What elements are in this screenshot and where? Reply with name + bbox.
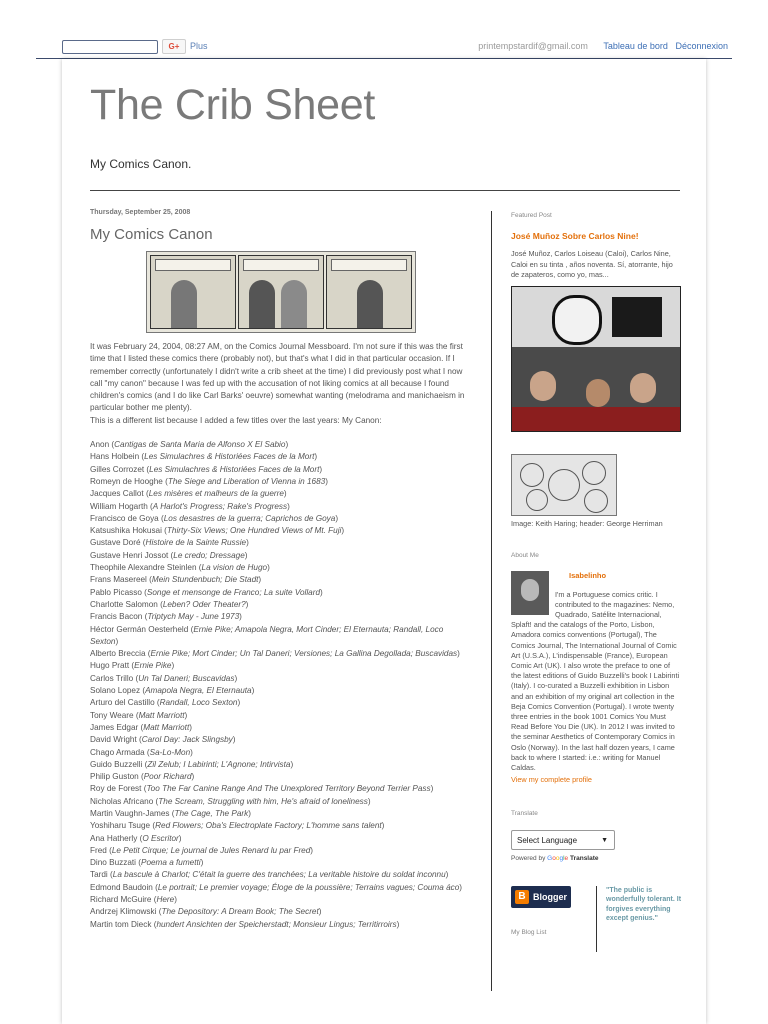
canon-author: David Wright (90, 735, 137, 745)
blogger-navbar (0, 0, 768, 58)
canon-author: Francis Bacon (90, 612, 143, 622)
canon-author: Katsushika Hokusai (90, 526, 162, 536)
canon-author: Romeyn de Hooghe (90, 476, 163, 486)
canon-author: Gilles Corrozet (90, 464, 145, 474)
profile-avatar[interactable] (511, 571, 549, 615)
canon-works: Matt Marriott (143, 722, 190, 732)
canon-entry: Anon (Cantigas de Santa Maria de Alfonso X El Sabio) (90, 440, 289, 450)
canon-author: Martin Vaughn-James (90, 808, 170, 818)
language-select[interactable] (511, 830, 615, 850)
powered-by-google (511, 854, 681, 864)
profile-name[interactable]: Isabelinho (569, 571, 607, 581)
canon-works: Les Simulachres & Historiées Faces de la Mort (144, 452, 315, 462)
about-text: I'm a Portuguese comics critic. I contributed to the magazines: Nemo, Quadrado, Satélite Internacional, Splaft! and the catalogs of the Porto, Lisbon, Amadora comics conventions (Portugal), The Comics Journal, The International Journal of Comic Art (U.S.A.), L'indispensable (France), European Comic Art (UK). I also wrote the preface to one of the latest editions of Guido Buzzelli's book I Labirinti (Italy). I co-curated a Buzzelli exhibition in Lisbon and an exhibition of my original art collection in the Beja Comics Convention (Portugal). I wrote twenty three entries in the book 1001 Comics You Must Read Before You Die (UK). In 2012 I was invited to the seminar Aesthetics of Contemporary Comics in Oslo (Norway). In the last half dozen years, I came back to where I started: i.e.: writing for Manuel Caldas. (511, 589, 680, 773)
chevron-down-icon: ▼ (601, 836, 608, 844)
canon-author: Yoshiharu Tsuge (90, 821, 151, 831)
about-me-block (511, 571, 681, 785)
canon-author: Jacques Callot (90, 489, 144, 499)
canon-author: Hugo Pratt (90, 661, 130, 671)
canon-works: hundert Ansichten der Speicherstadt; Monsieur Lingus; Territirroirs (156, 919, 397, 929)
canon-entry: William Hogarth (A Harlot's Progress; Rake's Progress) (90, 501, 290, 511)
canon-entry: Yoshiharu Tsuge (Red Flowers; Oba's Electroplate Factory; L'homme sans talent) (90, 821, 385, 831)
canon-works: A Harlot's Progress; Rake's Progress (152, 501, 288, 511)
canon-author: Frans Masereel (90, 575, 147, 585)
post-intro: It was February 24, 2004, 08:27 AM, on the Comics Journal Messboard. I'm not sure if this was the first time that I listed these comics there (probably not), but that's what I did in that particular occasion. If I remember correctly (unfortunately I didn't write a crib sheet at the time) I did previously post what I now call "my canon" because I was fed up with the accusation of not liking comics at all because I found children's comics (and I do like Carl Barks' oeuvre) somewhat wanting (melodrama and manichaeism in particular bother me plenty). (90, 342, 465, 413)
featured-post-snippet: José Muñoz, Carlos Loiseau (Caloi), Carlos Nine, Caloi en su tinta , años noventa. Sí, atorrante, hijo de zapateros, como yo, mas... (511, 249, 673, 279)
google-logo: Google (547, 854, 569, 862)
canon-works: Amapola Negra, El Eternauta (145, 686, 252, 696)
canon-entry: Philip Guston (Poor Richard) (90, 772, 195, 782)
canon-list (90, 439, 470, 931)
keith-haring-image (511, 454, 617, 516)
canon-works: Le credo; Dressage (173, 550, 245, 560)
column-divider (491, 211, 492, 991)
blog-post (90, 209, 470, 931)
canon-entry: Jacques Callot (Les misères et malheurs de la guerre) (90, 489, 287, 499)
canon-entry: Ana Hatherly (O Escritor) (90, 833, 182, 843)
canon-works: Les misères et malheurs de la guerre (148, 489, 284, 499)
featured-post-heading: Featured Post (511, 212, 552, 219)
translate-heading: Translate (511, 810, 538, 818)
canon-author: Martin tom Dieck (90, 919, 152, 929)
canon-entry: Fred (Le Petit Cirque; Le journal de Jules Renard lu par Fred) (90, 845, 314, 855)
canon-works: Poor Richard (143, 772, 192, 782)
canon-author: Francisco de Goya (90, 513, 159, 523)
canon-entry: Arturo del Castillo (Randall, Loco Sexton) (90, 698, 241, 708)
comic-strip-image[interactable] (146, 251, 416, 333)
post-body (90, 341, 470, 931)
canon-author: James Edgar (90, 722, 139, 732)
canon-works: The Scream, Struggling with him, He's afraid of loneliness (158, 796, 368, 806)
canon-works: Ernie Pike (134, 661, 172, 671)
canon-works: Les Simulachres & Historiées Faces de la Mort (149, 464, 320, 474)
blog-title[interactable]: The Crib Sheet (90, 81, 376, 129)
canon-works: Cantigas de Santa Maria de Alfonso X El Sabio (114, 440, 286, 450)
canon-entry: Theophile Alexandre Steinlen (La vision de Hugo) (90, 563, 270, 573)
canon-works: Histoire de la Sainte Russie (145, 538, 247, 548)
canon-works: O Escritor (142, 833, 179, 843)
language-select-value: Select Language (517, 835, 578, 845)
canon-works: La bascule à Charlot; C'était la guerre des tranchées; La veritable histoire du soldat inconnu (112, 870, 446, 880)
canon-entry: Tardi (La bascule à Charlot; C'était la guerre des tranchées; La veritable histoire du soldat inconnu) (90, 870, 449, 880)
canon-works: Un Tal Daneri; Buscavidas (138, 673, 235, 683)
canon-entry: Andrzej Klimowski (The Depository: A Dream Book; The Secret) (90, 907, 322, 917)
canon-works: Here (156, 895, 175, 905)
canon-author: Hans Holbein (90, 452, 140, 462)
canon-works: Ernie Pike; Amapola Negra, Mort Cinder; El Eternauta; Randall, Loco Sexton (90, 624, 444, 646)
canon-author: Tony Weare (90, 710, 134, 720)
about-me-heading: About Me (511, 552, 539, 560)
canon-entry: Richard McGuire (Here) (90, 895, 177, 905)
canon-author: Philip Guston (90, 772, 139, 782)
canon-entry: Charlotte Salomon (Leben? Oder Theater?) (90, 599, 249, 609)
canon-entry: Romeyn de Hooghe (The Siege and Liberation of Vienna in 1683) (90, 476, 328, 486)
canon-author: Chago Armada (90, 747, 145, 757)
powered-by-label: Powered by (511, 854, 546, 862)
canon-author: Theophile Alexandre Steinlen (90, 563, 197, 573)
blogger-icon: B (515, 890, 529, 904)
canon-entry: Francis Bacon (Triptych May - June 1973) (90, 612, 242, 622)
canon-author: Andrzej Klimowski (90, 907, 157, 917)
canon-author: Edmond Baudoin (90, 882, 153, 892)
canon-entry: Pablo Picasso (Songe et mensonge de Franco; La suite Vollard) (90, 587, 323, 597)
view-profile-link[interactable]: View my complete profile (511, 775, 592, 785)
canon-author: Alberto Breccia (90, 649, 146, 659)
account-email: printempstardif@gmail.com (478, 41, 588, 51)
canon-works: Matt Marriott (138, 710, 185, 720)
canon-author: Dino Buzzati (90, 858, 136, 868)
comic-panel-1 (150, 255, 236, 329)
canon-works: The Depository: A Dream Book; The Secret (161, 907, 319, 917)
canon-works: Sa-Lo-Mon (149, 747, 191, 757)
featured-post-title[interactable]: José Muñoz Sobre Carlos Nine! (511, 231, 639, 242)
navbar-account-links (478, 41, 728, 51)
canon-works: The Siege and Liberation of Vienna in 1683 (167, 476, 326, 486)
canon-works: Thirty-Six Views; One Hundred Views of Mt. Fuji (166, 526, 342, 536)
canon-entry: Alberto Breccia (Ernie Pike; Mort Cinder; Un Tal Daneri; Versiones; La Gallina Degollada; Buscavidas) (90, 649, 460, 659)
canon-works: Carol Day: Jack Slingsby (141, 735, 233, 745)
translate-word[interactable]: Translate (569, 854, 599, 862)
featured-post-image[interactable] (511, 286, 681, 432)
canon-works: Poema a fumetti (140, 858, 201, 868)
canon-works: Zil Zelub; I Labirinti; L'Agnone; Intirvista (147, 759, 291, 769)
canon-author: Tardi (90, 870, 108, 880)
canon-author: Ana Hatherly (90, 833, 138, 843)
canon-works: Le Petit Cirque; Le journal de Jules Renard lu par Fred (111, 845, 311, 855)
canon-author: Arturo del Castillo (90, 698, 155, 708)
canon-works: Randall, Loco Sexton (159, 698, 238, 708)
canon-entry: Roy de Forest (Too The Far Canine Range And The Unexplored Territory Beyond Terrier Pass) (90, 784, 434, 794)
canon-author: Pablo Picasso (90, 587, 142, 597)
canon-entry: Francisco de Goya (Los desastres de la guerra; Caprichos de Goya) (90, 513, 339, 523)
canon-author: William Hogarth (90, 501, 148, 511)
canon-author: Gustave Doré (90, 538, 141, 548)
canon-entry: David Wright (Carol Day: Jack Slingsby) (90, 735, 236, 745)
post-date: Thursday, September 25, 2008 (90, 209, 191, 216)
canon-author: Gustave Henri Jossot (90, 550, 169, 560)
canon-entry: Hugo Pratt (Ernie Pike) (90, 661, 175, 671)
sidebar-quote: "The public is wonderfully tolerant. It forgives everything except genius." (606, 886, 682, 923)
navbar-search-input[interactable] (62, 40, 158, 54)
canon-entry: Solano Lopez (Amapola Negra, El Eternauta) (90, 686, 255, 696)
canon-works: Mein Stundenbuch; Die Stadt (151, 575, 259, 585)
canon-works: Leben? Oder Theater? (162, 599, 246, 609)
canon-author: Carlos Trillo (90, 673, 134, 683)
quote-divider (596, 886, 597, 952)
canon-entry: Tony Weare (Matt Marriott) (90, 710, 188, 720)
plus-link[interactable]: Plus (190, 41, 208, 51)
blogger-badge[interactable] (511, 886, 571, 908)
canon-author: Héctor Germán Oesterheld (90, 624, 189, 634)
canon-author: Solano Lopez (90, 686, 141, 696)
canon-entry: James Edgar (Matt Marriott) (90, 722, 192, 732)
post-title[interactable]: My Comics Canon (90, 226, 213, 243)
canon-author: Roy de Forest (90, 784, 142, 794)
blogger-label: Blogger (533, 891, 568, 902)
canon-works: The Cage, The Park (174, 808, 249, 818)
header-divider (90, 190, 680, 191)
google-plus-button[interactable]: G+ (162, 39, 186, 54)
canon-entry: Héctor Germán Oesterheld (Ernie Pike; Amapola Negra, Mort Cinder; El Eternauta; Randall, Loco Sexton) (90, 624, 444, 646)
image-caption: Image: Keith Haring; header: George Herriman (511, 519, 663, 529)
canon-works: Songe et mensonge de Franco; La suite Vollard (146, 587, 321, 597)
canon-author: Charlotte Salomon (90, 599, 158, 609)
canon-entry: Chago Armada (Sa-Lo-Mon) (90, 747, 193, 757)
canon-entry: Katsushika Hokusai (Thirty-Six Views; One Hundred Views of Mt. Fuji) (90, 526, 345, 536)
dashboard-link[interactable]: Tableau de bord (603, 41, 668, 51)
canon-entry: Frans Masereel (Mein Stundenbuch; Die Stadt) (90, 575, 262, 585)
canon-entry: Carlos Trillo (Un Tal Daneri; Buscavidas) (90, 673, 238, 683)
comic-panel-2 (238, 255, 324, 329)
canon-entry: Gilles Corrozet (Les Simulachres & Historiées Faces de la Mort) (90, 464, 323, 474)
blog-list-heading: My Blog List (511, 928, 547, 936)
canon-author: Anon (90, 440, 110, 450)
canon-works: La vision de Hugo (201, 563, 268, 573)
canon-works: Too The Far Canine Range And The Unexplored Territory Beyond Terrier Pass (146, 784, 431, 794)
canon-entry: Gustave Doré (Histoire de la Sainte Russie) (90, 538, 249, 548)
canon-author: Nicholas Africano (90, 796, 154, 806)
sidebar (511, 211, 681, 952)
canon-works: Triptych May - June 1973 (147, 612, 240, 622)
sidebar-bottom-row (511, 886, 681, 952)
blog-description: My Comics Canon. (90, 157, 192, 171)
canon-entry: Hans Holbein (Les Simulachres & Historiées Faces de la Mort) (90, 452, 318, 462)
canon-author: Guido Buzzelli (90, 759, 143, 769)
canon-works: Red Flowers; Oba's Electroplate Factory; L'homme sans talent (155, 821, 382, 831)
canon-works: Los desastres de la guerra; Caprichos de Goya (163, 513, 336, 523)
canon-author: Fred (90, 845, 107, 855)
canon-entry: Edmond Baudoin (Le portrait; Le premier voyage; Éloge de la poussière; Terrains vagues; Couma áco) (90, 882, 463, 892)
canon-author: Richard McGuire (90, 895, 152, 905)
canon-entry: Martin Vaughn-James (The Cage, The Park) (90, 808, 251, 818)
post-intro-2: This is a different list because I added a few titles over the last years: My Canon: (90, 415, 382, 425)
canon-entry: Martin tom Dieck (hundert Ansichten der Speicherstadt; Monsieur Lingus; Territirroirs) (90, 919, 400, 929)
canon-works: Le portrait; Le premier voyage; Éloge de la poussière; Terrains vagues; Couma áco (157, 882, 460, 892)
blog-content-card (62, 59, 706, 1024)
canon-works: Ernie Pike; Mort Cinder; Un Tal Daneri; Versiones; La Gallina Degollada; Buscavidas (150, 649, 458, 659)
canon-entry: Nicholas Africano (The Scream, Struggling with him, He's afraid of loneliness) (90, 796, 371, 806)
canon-entry: Dino Buzzati (Poema a fumetti) (90, 858, 204, 868)
canon-entry: Guido Buzzelli (Zil Zelub; I Labirinti; L'Agnone; Intirvista) (90, 759, 294, 769)
comic-panel-3 (326, 255, 412, 329)
canon-entry: Gustave Henri Jossot (Le credo; Dressage) (90, 550, 248, 560)
logout-link[interactable]: Déconnexion (675, 41, 728, 51)
